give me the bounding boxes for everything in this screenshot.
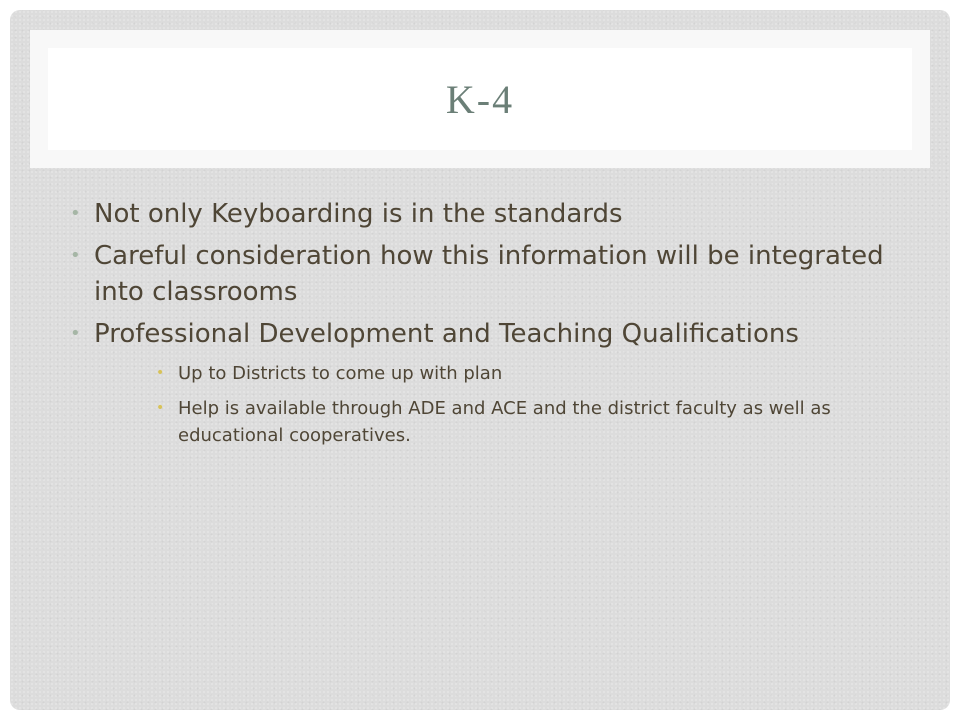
sub-bullet-text: Help is available through ADE and ACE and the district faculty as well as educational cooperatives. xyxy=(178,398,831,446)
title-box xyxy=(48,48,912,150)
bullet-icon: • xyxy=(70,323,81,344)
bullet-text: Not only Keyboarding is in the standards xyxy=(94,199,623,229)
bullet-text: Careful consideration how this information will be integrated into classrooms xyxy=(94,241,884,307)
sub-bullet-icon: • xyxy=(156,400,165,416)
sub-bullet-item xyxy=(156,395,890,449)
sub-bullet-text: Up to Districts to come up with plan xyxy=(178,363,503,384)
sub-bullet-icon: • xyxy=(156,365,165,381)
bullet-icon: • xyxy=(70,245,81,266)
sub-bullet-list xyxy=(94,360,890,449)
bullet-list xyxy=(70,196,890,449)
bullet-item xyxy=(70,316,890,449)
bullet-icon: • xyxy=(70,203,81,224)
title-frame xyxy=(30,30,930,168)
slide xyxy=(10,10,950,710)
bullet-text: Professional Development and Teaching Qualifications xyxy=(94,319,799,349)
bullet-item xyxy=(70,238,890,310)
bullet-item xyxy=(70,196,890,232)
content-area xyxy=(70,196,890,457)
sub-bullet-item xyxy=(156,360,890,387)
slide-title: K-4 xyxy=(445,76,515,122)
